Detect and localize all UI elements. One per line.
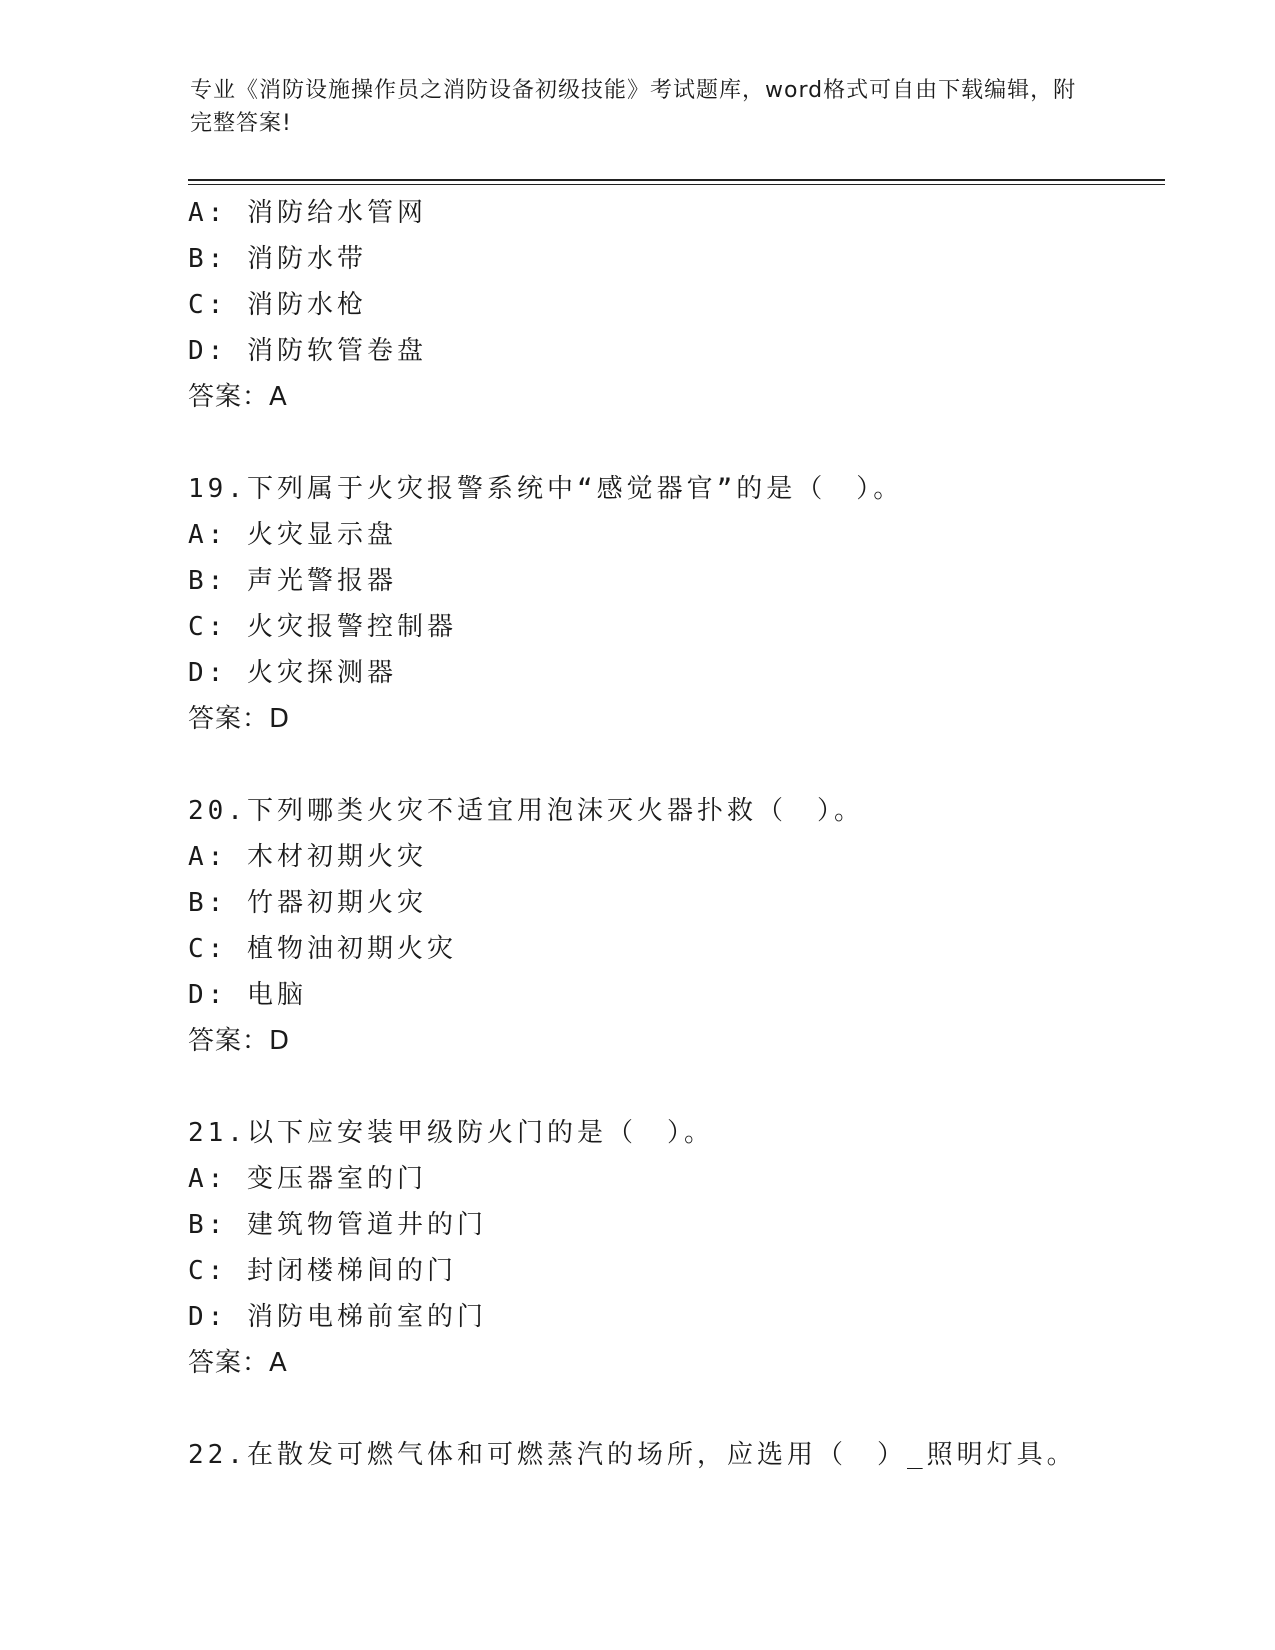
question-19	[188, 466, 1148, 742]
option-c: C: 封闭楼梯间的门	[188, 1256, 457, 1286]
question-21	[188, 1110, 1148, 1386]
option-a: A: 木材初期火灾	[188, 842, 427, 872]
question-22	[188, 1432, 1148, 1478]
page-header: 专业《消防设施操作员之消防设备初级技能》考试题库，word格式可自由下载编辑，附完整答案!	[190, 78, 1077, 136]
option-a: A: 火灾显示盘	[188, 520, 397, 550]
option-b: B: 声光警报器	[188, 566, 397, 596]
option-b: B: 消防水带	[188, 244, 367, 274]
question-text: 22.在散发可燃气体和可燃蒸汽的场所，应选用（ ）_照明灯具。	[188, 1440, 1077, 1470]
option-b: B: 竹器初期火灾	[188, 888, 427, 918]
option-a: A: 消防给水管网	[188, 198, 427, 228]
header-divider-thin	[188, 184, 1165, 185]
question-20	[188, 788, 1148, 1064]
option-d: D: 消防软管卷盘	[188, 336, 427, 366]
spacer	[188, 1064, 1148, 1110]
question-text: 21.以下应安装甲级防火门的是（ ）。	[188, 1118, 714, 1148]
question-text: 20.下列哪类火灾不适宜用泡沫灭火器扑救（ ）。	[188, 796, 864, 826]
spacer	[188, 1386, 1148, 1432]
answer-line: 答案：A	[188, 382, 288, 412]
option-d: D: 电脑	[188, 980, 307, 1010]
spacer	[188, 742, 1148, 788]
answer-line: 答案：D	[188, 704, 291, 734]
answer-line: 答案：D	[188, 1026, 291, 1056]
option-c: C: 植物油初期火灾	[188, 934, 457, 964]
header-divider-thick	[188, 179, 1165, 181]
answer-line: 答案：A	[188, 1348, 288, 1378]
option-c: C: 火灾报警控制器	[188, 612, 457, 642]
question-18	[188, 190, 1148, 420]
option-d: D: 消防电梯前室的门	[188, 1302, 487, 1332]
spacer	[188, 420, 1148, 466]
option-a: A: 变压器室的门	[188, 1164, 427, 1194]
option-d: D: 火灾探测器	[188, 658, 397, 688]
question-text: 19.下列属于火灾报警系统中“感觉器官”的是（ ）。	[188, 474, 904, 504]
option-b: B: 建筑物管道井的门	[188, 1210, 487, 1240]
option-c: C: 消防水枪	[188, 290, 367, 320]
question-list	[188, 190, 1148, 1478]
